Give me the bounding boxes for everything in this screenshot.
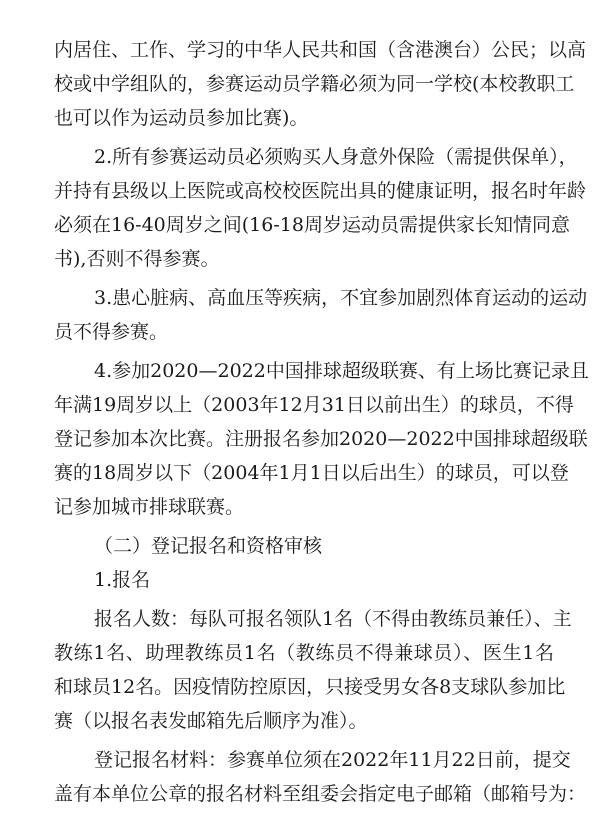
section-heading: （二）登记报名和资格审核	[94, 535, 323, 557]
text-line: 也可以作为运动员参加比赛)。	[54, 107, 309, 129]
paragraph-start-line: 2.所有参赛运动员必须购买人身意外保险（需提供保单），	[94, 146, 578, 168]
paragraph-start-line: 登记报名材料：参赛单位须在2022年11月22日前，提交	[94, 749, 571, 771]
text-line: 教练1名、助理教练员1名（教练员不得兼球员）、医生1名	[54, 642, 554, 664]
text-line: 并持有县级以上医院或高校校医院出具的健康证明，报名时年龄	[54, 180, 587, 202]
text-line: 赛的18周岁以下（2004年1月1日以后出生）的球员，可以登	[54, 462, 569, 484]
text-line: 内居住、工作、学习的中华人民共和国（含港澳台）公民；以高	[54, 39, 587, 61]
text-line: 赛（以报名表发邮箱先后顺序为准）。	[54, 710, 368, 732]
text-line: 员不得参赛。	[54, 321, 169, 343]
text-line: 年满19周岁以上（2003年12月31日以前出生）的球员，不得	[54, 394, 574, 416]
subsection-heading: 1.报名	[94, 569, 151, 591]
paragraph-start-line: 3.患心脏病、高血压等疾病，不宜参加剧烈体育运动的运动	[94, 287, 588, 309]
text-line: 盖有本单位公章的报名材料至组委会指定电子邮箱（邮箱号为：	[54, 783, 587, 805]
paragraph-start-line: 报名人数：每队可报名领队1名（不得由教练员兼任）、主	[94, 608, 572, 630]
text-line: 必须在16-40周岁之间(16-18周岁运动员需提供家长知情同意	[54, 214, 570, 236]
text-line: 书),否则不得参赛。	[54, 248, 220, 270]
paragraph-start-line: 4.参加2020—2022中国排球超级联赛、有上场比赛记录且	[94, 360, 589, 382]
text-line: 校或中学组队的，参赛运动员学籍必须为同一学校(本校教职工	[54, 73, 575, 95]
text-line: 和球员12名。因疫情防控原因，只接受男女各8支球队参加比	[54, 676, 566, 698]
text-line: 记参加城市排球联赛。	[54, 496, 245, 518]
text-line: 登记参加本次比赛。注册报名参加2020—2022中国排球超级联	[54, 428, 588, 450]
